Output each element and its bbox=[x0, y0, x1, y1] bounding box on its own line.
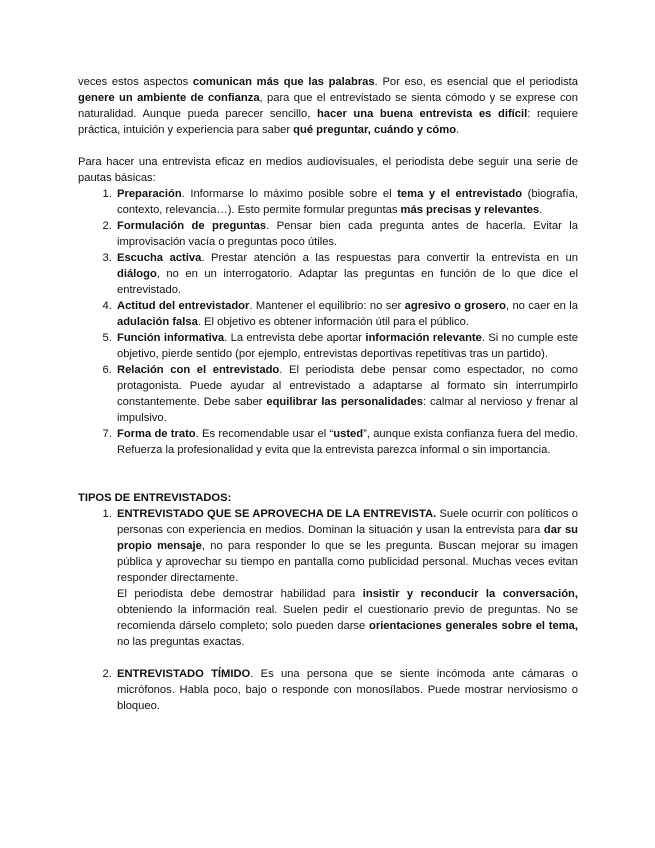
list-item: 4. Actitud del entrevistador. Mantener el equilibrio: no ser agresivo o grosero, no caer en la adulación falsa. El objetivo es obtener información útil para el público. bbox=[115, 298, 578, 330]
list-item: 6. Relación con el entrevistado. El periodista debe pensar como espectador, no como protagonista. Puede ayudar al entrevistado a adaptarse al formato sin interrumpirlo constantemente. Debe saber equilibrar las personalidades: calmar al nervioso y frenar al impulsivo. bbox=[115, 362, 578, 426]
list-item: 2. Formulación de preguntas. Pensar bien cada pregunta antes de hacerla. Evitar la improvisación vacía o preguntas poco útiles. bbox=[115, 218, 578, 250]
section-title: TIPOS DE ENTREVISTADOS: bbox=[78, 492, 232, 504]
list-item: 1. Preparación. Informarse lo máximo posible sobre el tema y el entrevistado (biografía, contexto, relevancia…). Esto permite formular preguntas más precisas y relevantes. bbox=[115, 186, 578, 218]
list-item: 3. Escucha activa. Prestar atención a las respuestas para convertir la entrevista en un diálogo, no en un interrogatorio. Adaptar las preguntas en función de lo que dice el entrevistado. bbox=[115, 250, 578, 298]
pautas-intro: Para hacer una entrevista eficaz en medios audiovisuales, el periodista debe seguir una serie de pautas básicas: bbox=[78, 156, 578, 184]
tipos-list bbox=[78, 506, 578, 714]
list-item: 2. ENTREVISTADO TÍMIDO. Es una persona que se siente incómoda ante cámaras o micrófonos. Habla poco, bajo o responde con monosílabos. Puede mostrar nerviosismo o bloqueo. bbox=[115, 666, 578, 714]
list-item: 5. Función informativa. La entrevista debe aportar información relevante. Si no cumple este objetivo, pierde sentido (por ejemplo, entrevistas deportivas repetitivas tras un partido). bbox=[115, 330, 578, 362]
list-item: 7. Forma de trato. Es recomendable usar el “usted”, aunque exista confianza fuera del medio. Refuerza la profesionalidad y evita que la entrevista parezca informal o sin importancia. bbox=[115, 426, 578, 458]
pautas-list bbox=[78, 186, 578, 458]
document-page bbox=[78, 74, 578, 714]
list-item: 1. ENTREVISTADO QUE SE APROVECHA DE LA ENTREVISTA. Suele ocurrir con políticos o personas con experiencia en medios. Dominan la situación y usan la entrevista para dar su propio mensaje, no para responder lo que se les pregunta. Buscan mejorar su imagen pública y aprovechar su tiempo en pantalla como publicidad personal. Muchas veces evitan responder directamente. El periodista debe demostrar habilidad para insistir y reconducir la conversación, obteniendo la información real. Suelen pedir el cuestionario previo de preguntas. No se recomienda dárselo completo; solo pueden darse orientaciones generales sobre el tema, no las preguntas exactas. bbox=[115, 506, 578, 666]
intro-paragraph: veces estos aspectos comunican más que las palabras. Por eso, es esencial que el periodista genere un ambiente de confianza, para que el entrevistado se sienta cómodo y se exprese con naturalidad. Aunque pueda parecer sencillo, hacer una buena entrevista es difícil: requiere práctica, intuición y experiencia para saber qué preguntar, cuándo y cómo. bbox=[78, 76, 578, 136]
